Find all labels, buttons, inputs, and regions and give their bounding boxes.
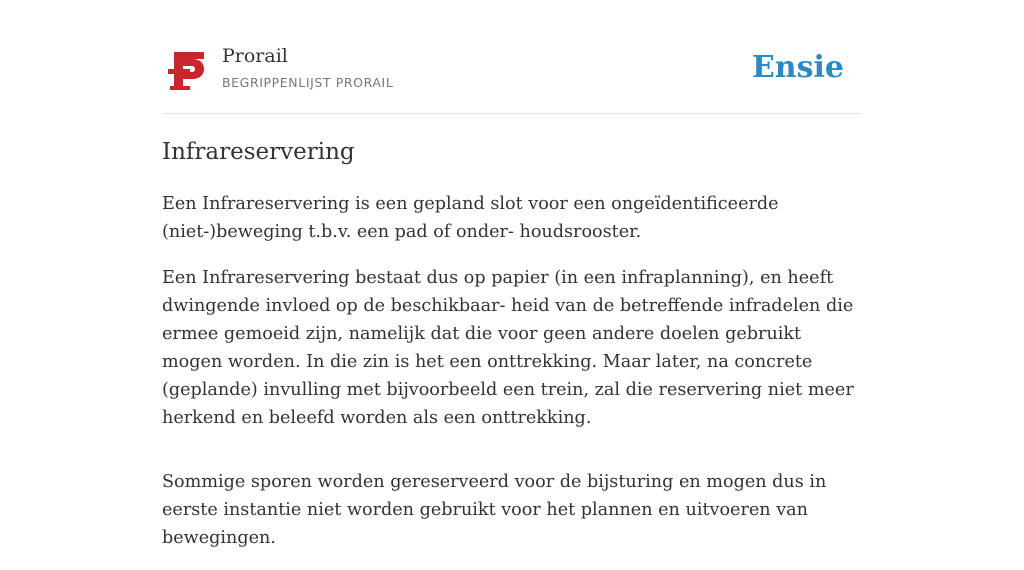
org-name[interactable]: Prorail <box>222 45 288 67</box>
page-title: Infrareservering <box>162 139 355 165</box>
header <box>162 0 862 114</box>
explanation-paragraph: Een Infrareservering bestaat dus op papier (in een infraplanning), en heeft dwingende invloed op de beschikbaar- heid van de betreffende infradelen die ermee gemoeid zijn, namelijk dat die voor geen andere doelen gebruikt mogen worden. In die zin is het een onttrekking. Maar later, na concrete (geplande) invulling met bijvoorbeeld een trein, zal die reservering niet meer herkend en beleefd worden als een onttrekking. <box>162 268 854 428</box>
definition-paragraph: Een Infrareservering is een gepland slot voor een ongeïdentificeerde (niet-)beweging t.b.v. een pad of onder- houdsrooster. <box>162 194 779 242</box>
article <box>162 137 862 570</box>
note-paragraph: Sommige sporen worden gereserveerd voor de bijsturing en mogen dus in eerste instantie niet worden gebruikt voor het plannen en uitvoeren van bewegingen. <box>162 472 827 548</box>
ensie-brand-link[interactable]: Ensie <box>751 50 844 85</box>
prorail-p-logo-icon[interactable] <box>168 52 204 92</box>
org-subtitle: BEGRIPPENLIJST PRORAIL <box>222 75 394 90</box>
